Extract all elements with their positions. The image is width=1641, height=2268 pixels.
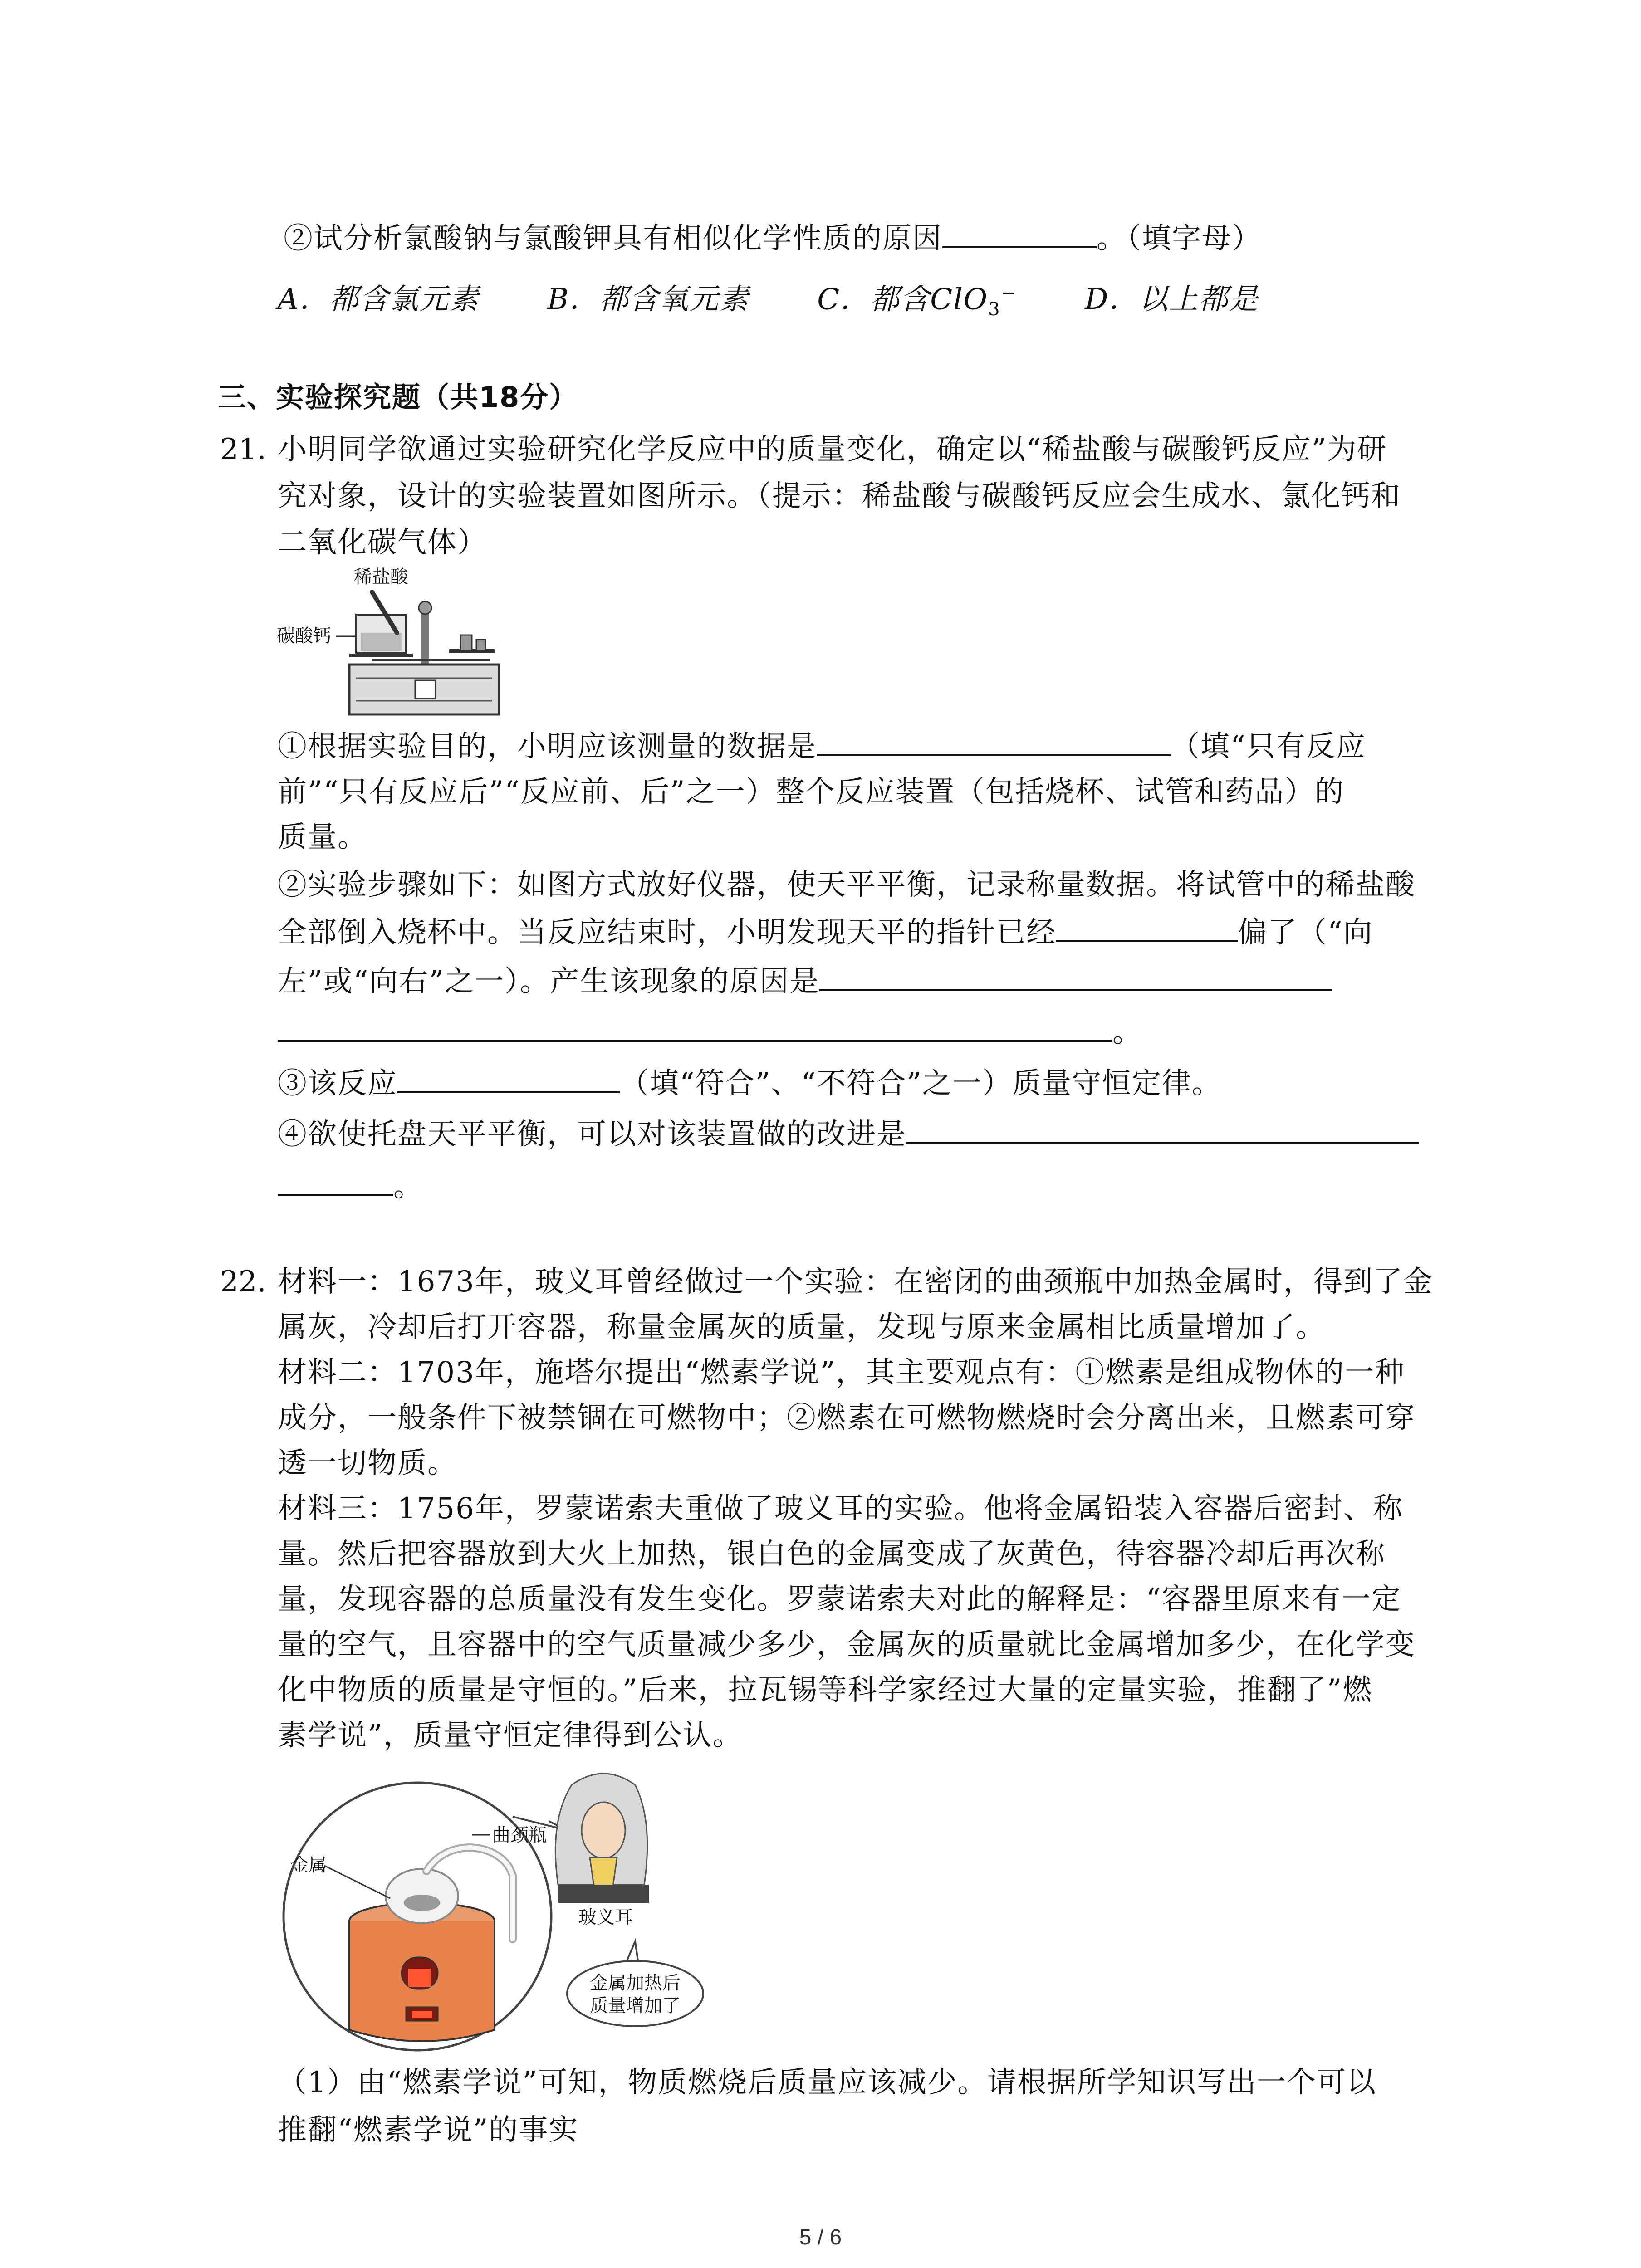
formula-clo3: ClO	[930, 283, 989, 317]
q22-line-3: 材料二：1703年，施塔尔提出“燃素学说”，其主要观点有：①燃素是组成物体的一种	[278, 1356, 1405, 1389]
q21-intro-line-1: 小明同学欲通过实验研究化学反应中的质量变化，确定以“稀盐酸与碳酸钙反应”为研	[278, 433, 1387, 466]
q21-part3-line: ③该反应 （填“符合”、“不符合”之一）质量守恒定律。	[278, 1063, 1222, 1105]
label-calcium-carbonate: 碳酸钙	[277, 626, 331, 646]
q21-part1-line-1: ①根据实验目的，小明应该测量的数据是 （填“只有反应	[278, 726, 1366, 767]
q22-line-11: 素学说”，质量守恒定律得到公认。	[278, 1719, 743, 1752]
q22-line-9: 量的空气，且容器中的空气质量减少多少，金属灰的质量就比金属增加多少，在化学变	[278, 1628, 1416, 1662]
boyle-experiment-figure	[277, 1767, 753, 2062]
q20-part2-line	[284, 218, 1262, 259]
q20-answer-blank[interactable]	[942, 218, 1097, 248]
q20-option-a: A．都含氯元素	[278, 283, 480, 317]
page-number: 5 / 6	[799, 2225, 842, 2249]
q21-blank-4[interactable]	[278, 1012, 1112, 1042]
q22-line-7: 量。然后把容器放到大火上加热，银白色的金属变成了灰黄色，待容器冷却后再次称	[278, 1537, 1386, 1571]
q21-part2-line-2: 全部倒入烧杯中。当反应结束时，小明发现天平的指针已经 偏了（“向	[278, 912, 1373, 953]
q22-line-2: 属灰，冷却后打开容器，称量金属灰的质量，发现与原来金属相比质量增加了。	[278, 1310, 1326, 1344]
q21-part2-line-3: 左”或“向右”之一）。产生该现象的原因是	[278, 961, 1332, 1002]
label-retort: 曲颈瓶	[492, 1825, 547, 1846]
q22-line-5: 透一切物质。	[278, 1447, 457, 1480]
q20-part2-text: ②试分析氯酸钠与氯酸钾具有相似化学性质的原因	[284, 222, 942, 255]
q21-part1-line-3: 质量。	[278, 821, 367, 854]
q21-intro-line-3: 二氧化碳气体）	[278, 526, 487, 559]
q20-part2-suffix: 。（填字母）	[1097, 222, 1262, 255]
q21-intro-line-2: 究对象，设计的实验装置如图所示。（提示：稀盐酸与碳酸钙反应会生成水、氯化钙和	[278, 479, 1401, 513]
label-boyle: 玻义耳	[578, 1907, 633, 1928]
section-3-heading: 三、实验探究题（共18分）	[218, 381, 578, 414]
q21-blank-5[interactable]	[397, 1063, 620, 1093]
bubble-text-line-1: 金属加热后	[590, 1973, 681, 1994]
weight-icon	[460, 635, 472, 651]
q21-blank-1[interactable]	[817, 726, 1171, 756]
q21-blank-3[interactable]	[819, 961, 1332, 991]
q21-part2-line-4: 。	[278, 1012, 1142, 1053]
q21-part2-line-1: ②实验步骤如下：如图方式放好仪器，使天平平衡，记录称量数据。将试管中的稀盐酸	[278, 868, 1416, 902]
q22-line-8: 量，发现容器的总质量没有发生变化。罗蒙诺索夫对此的解释是：“容器里原来有一定	[278, 1583, 1401, 1616]
boyle-portrait-icon	[555, 1774, 649, 1903]
q22-q1-line-2: 推翻“燃素学说”的事实	[278, 2113, 579, 2147]
bubble-text-line-2: 质量增加了	[590, 1995, 681, 2016]
q22-q1-line-1: （1）由“燃素学说”可知，物质燃烧后质量应该减少。请根据所学知识写出一个可以	[278, 2066, 1377, 2099]
speech-bubble	[567, 1961, 703, 2026]
q21-blank-6[interactable]	[906, 1114, 1419, 1144]
q22-line-1: 材料一：1673年，玻义耳曾经做过一个实验：在密闭的曲颈瓶中加热金属时，得到了金	[278, 1265, 1433, 1299]
q22-line-6: 材料三：1756年，罗蒙诺索夫重做了玻义耳的实验。他将金属铅装入容器后密封、称	[278, 1492, 1403, 1525]
q22-number: 22.	[220, 1265, 266, 1299]
q20-options	[278, 272, 1327, 330]
label-dilute-hcl: 稀盐酸	[354, 567, 408, 587]
q20-option-b: B．都含氧元素	[547, 283, 749, 317]
label-metal: 金属	[290, 1855, 327, 1876]
q21-part4-line-2: 。	[278, 1166, 423, 1207]
q22-line-10: 化中物质的质量是守恒的。”后来，拉瓦锡等科学家经过大量的定量实验，推翻了”燃	[278, 1673, 1373, 1707]
balance-apparatus-figure	[277, 565, 513, 728]
q20-option-d: D．以上都是	[1085, 283, 1259, 317]
q20-option-c: C．都含ClO$_3$−	[817, 283, 1017, 320]
q21-number: 21.	[220, 433, 266, 466]
q22-line-4: 成分，一般条件下被禁锢在可燃物中；②燃素在可燃物燃烧时会分离出来，且燃素可穿	[278, 1401, 1416, 1435]
q21-part4-line-1: ④欲使托盘天平平衡，可以对该装置做的改进是	[278, 1114, 1419, 1155]
q21-blank-2[interactable]	[1056, 912, 1238, 942]
q21-blank-7[interactable]	[278, 1166, 393, 1196]
q21-part1-line-2: 前”“只有反应后”“反应前、后”之一）整个反应装置（包括烧杯、试管和药品）的	[278, 775, 1345, 809]
